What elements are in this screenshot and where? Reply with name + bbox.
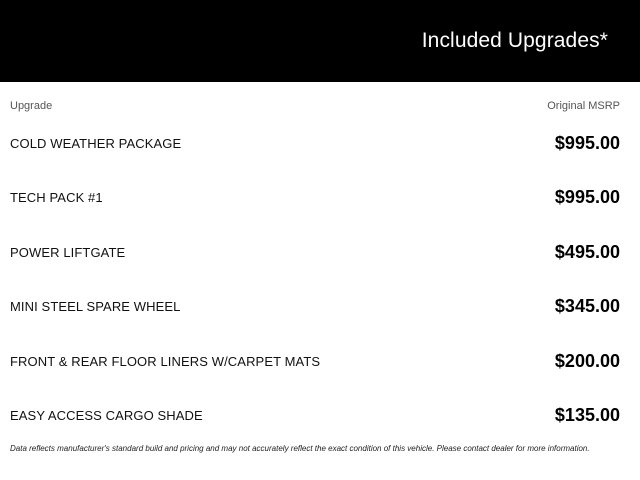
upgrade-name: COLD WEATHER PACKAGE <box>10 135 182 151</box>
page-title: Included Upgrades* <box>421 29 608 52</box>
upgrade-price: $135.00 <box>554 405 620 426</box>
upgrade-name: POWER LIFTGATE <box>10 244 126 260</box>
list-item <box>10 171 620 226</box>
list-item <box>10 225 620 280</box>
upgrade-price: $995.00 <box>554 187 620 208</box>
upgrade-name: EASY ACCESS CARGO SHADE <box>10 408 203 424</box>
list-item <box>10 389 620 444</box>
header-banner <box>0 0 640 82</box>
upgrade-name: FRONT & REAR FLOOR LINERS W/CARPET MATS <box>10 353 321 369</box>
column-headers <box>10 100 620 112</box>
upgrade-name: MINI STEEL SPARE WHEEL <box>10 299 181 315</box>
upgrade-name: TECH PACK #1 <box>10 190 103 206</box>
upgrades-list <box>10 116 620 443</box>
upgrade-price: $345.00 <box>554 296 620 317</box>
disclaimer-text: Data reflects manufacturer's standard build and pricing and may not accurately reflect the exact condition of this vehicle. Please contact dealer for more information. <box>10 444 590 453</box>
upgrade-column-header: Upgrade <box>10 100 53 112</box>
list-item <box>10 280 620 335</box>
msrp-column-header: Original MSRP <box>547 100 620 112</box>
upgrade-price: $495.00 <box>554 241 620 262</box>
upgrade-price: $200.00 <box>554 350 620 371</box>
list-item <box>10 334 620 389</box>
list-item <box>10 116 620 171</box>
upgrade-price: $995.00 <box>554 132 620 153</box>
